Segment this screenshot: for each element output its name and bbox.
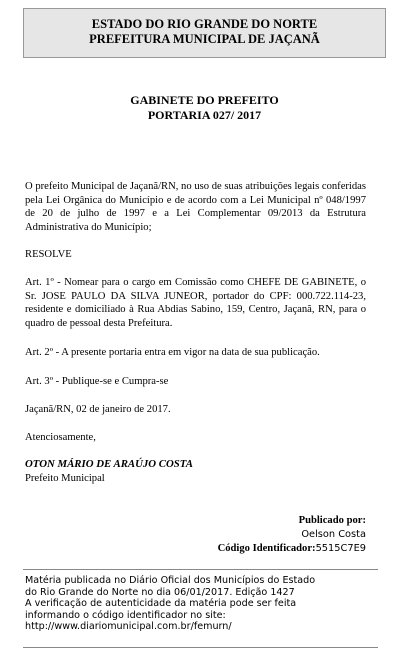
- header-municipality: PREFEITURA MUNICIPAL DE JAÇANÃ: [89, 32, 320, 46]
- footer-divider: [23, 569, 378, 570]
- ordinance-number: PORTARIA 027/ 2017: [147, 108, 262, 122]
- signer-role: Prefeito Municipal: [25, 473, 105, 484]
- footer-line-1: Matéria publicada no Diário Oficial dos Municípios do Estado: [25, 575, 316, 586]
- footer-bottom-rule: [23, 647, 378, 648]
- published-by-name: Oelson Costa: [301, 529, 366, 540]
- footer-line-4: informando o código identificador no site:: [25, 609, 226, 621]
- footer-line-3: A verificação de autenticidade da matéria pode ser feita: [25, 598, 297, 610]
- footer-url[interactable]: http://www.diariomunicipal.com.br/femurn/: [25, 621, 232, 633]
- issue-date: Jaçanã/RN, 02 de janeiro de 2017.: [25, 404, 171, 415]
- publication-footer: [25, 575, 380, 633]
- code-value: 5515C7E9: [315, 543, 366, 554]
- resolve-heading: RESOLVE: [25, 249, 72, 260]
- closing-salutation: Atenciosamente,: [25, 432, 96, 443]
- code-label: Código Identificador:: [217, 543, 316, 554]
- office-title: GABINETE DO PREFEITO: [130, 93, 279, 107]
- signer-name: OTON MÁRIO DE ARAÚJO COSTA: [25, 458, 193, 470]
- article-2: Art. 2º - A presente portaria entra em vigor na data de sua publicação.: [25, 347, 320, 358]
- published-by-label: Publicado por:: [298, 515, 366, 526]
- footer-line-2: do Rio Grande do Norte no dia 06/01/2017. Edição 1427: [25, 586, 295, 598]
- article-1: Art. 1º - Nomear para o cargo em Comissão como CHEFE DE GABINETE, o Sr. JOSE PAULO DA SILVA JUNEOR, portador do CPF: 000.722.114-23, residente e domiciliado à Rua Abdias Sabino, 159, Centro, Jaçanã, RN, para o quadro de pessoal desta Prefeitura.: [25, 277, 366, 329]
- intro-paragraph: O prefeito Municipal de Jaçanã/RN, no uso de suas atribuições legais conferidas pela Lei Orgânica do Município e de acordo com a Lei Municipal nº 048/1997 de 20 de julho de 1997 e a Lei Complementar 09/2013 da Estrutura Administrativa do Município;: [25, 181, 366, 233]
- document-title: [23, 93, 386, 123]
- article-3: Art. 3º - Publique-se e Cumpra-se: [25, 376, 169, 387]
- header-state: ESTADO DO RIO GRANDE DO NORTE: [91, 17, 318, 31]
- publication-info: [218, 514, 366, 556]
- document-header: [23, 8, 386, 58]
